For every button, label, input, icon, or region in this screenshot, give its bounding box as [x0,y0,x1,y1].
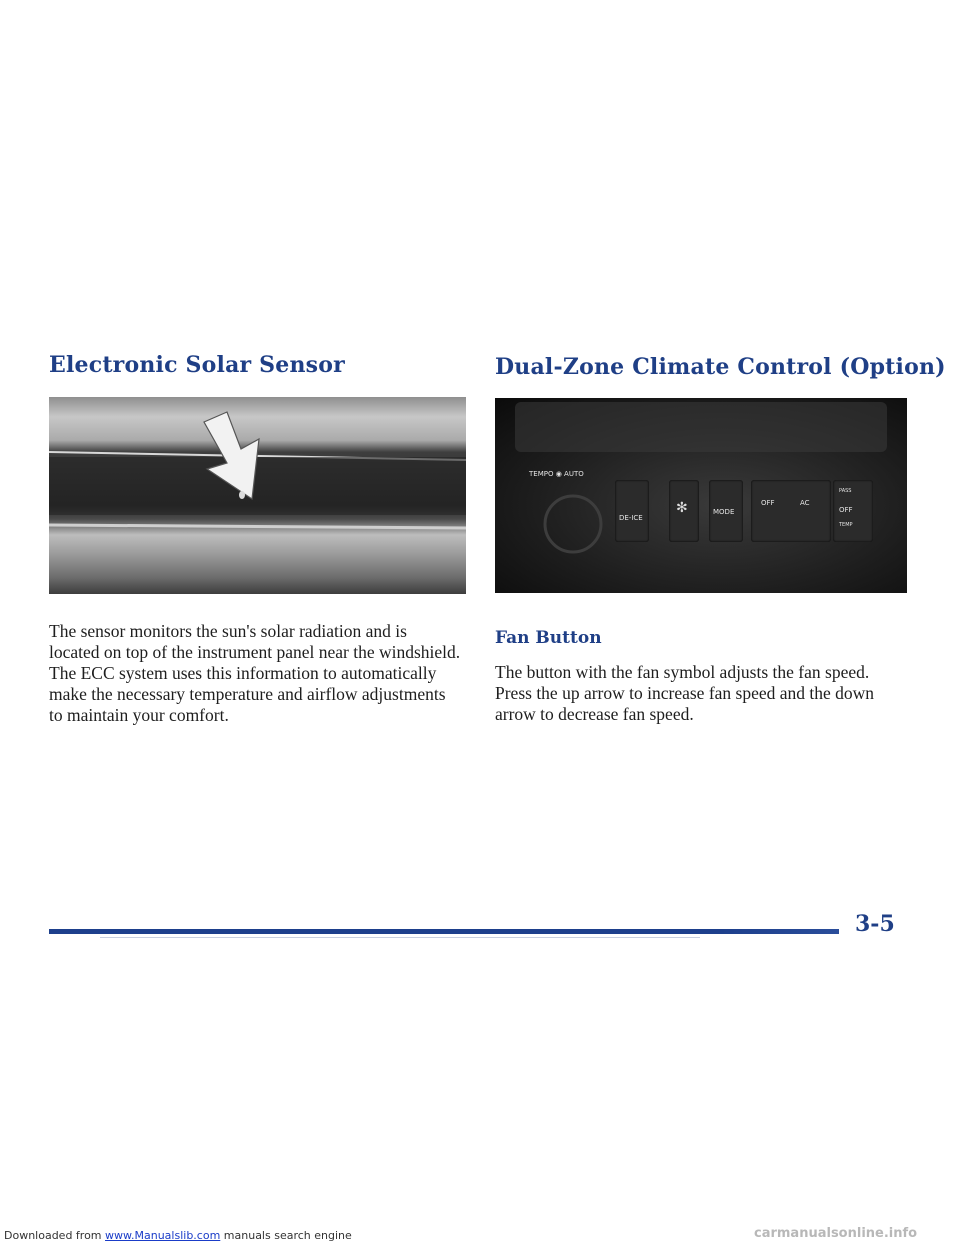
footer-rule [49,929,839,934]
footer-suffix: manuals search engine [220,1229,352,1242]
solar-sensor-photo [49,397,466,594]
pass-label: PASS [839,488,852,494]
solar-sensor-illustration [49,397,466,594]
off-label: OFF [761,499,775,507]
ac-off-button-group[interactable] [751,480,831,542]
footer-rule-thin [100,937,700,938]
manualslib-link[interactable]: www.Manualslib.com [105,1229,221,1242]
mode-label: MODE [713,508,735,516]
fan-button[interactable] [669,480,699,542]
temp-label: TEMP [839,522,853,528]
pass-off-label: OFF [839,506,853,514]
section-heading-solar-sensor: Electronic Solar Sensor [49,352,345,378]
fan-button-heading: Fan Button [495,628,602,648]
download-footer [4,1229,352,1242]
page-number: 3-5 [855,911,895,937]
fan-button-description: The button with the fan symbol adjusts the fan speed. Press the up arrow to increase fan speed and the down arrow to decrease fan speed. [495,662,875,724]
climate-control-photo [495,398,907,593]
watermark: carmanualsonline.info [754,1226,918,1241]
fan-icon: ✻ [676,500,688,516]
sensor-dot-icon [239,491,245,499]
section-heading-climate-control: Dual-Zone Climate Control (Option) [495,354,946,380]
solar-sensor-description: The sensor monitors the sun's solar radiation and is located on top of the instrument panel near the windshield. The ECC system uses this information to automatically make the necessary temperature and airflow adjustments to maintain your comfort. [49,621,461,725]
tempo-auto-label: TEMPO ◉ AUTO [529,470,584,478]
deice-label: DE-ICE [619,514,643,522]
rotary-knob-icon [545,496,601,552]
footer-prefix: Downloaded from [4,1229,106,1242]
defrost-button[interactable] [615,480,649,542]
ac-label: AC [800,499,810,507]
